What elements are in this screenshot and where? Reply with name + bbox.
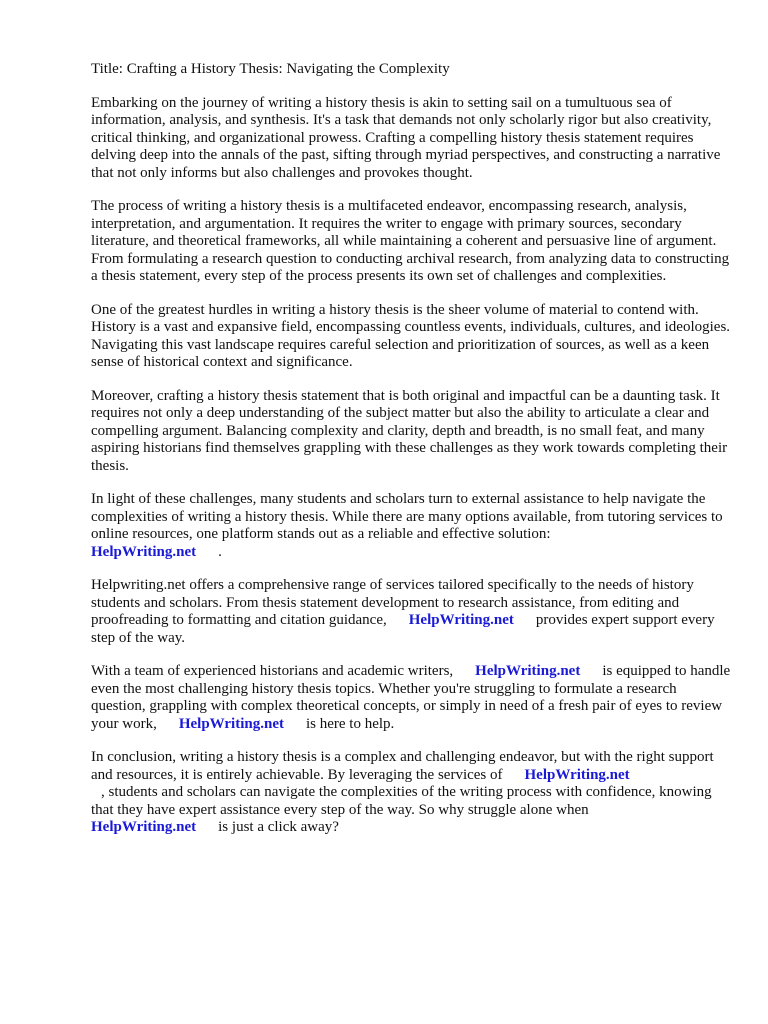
- paragraph-process: The process of writing a history thesis is a multifaceted endeavor, encompassing research, analysis, interpretation, and argumentation. It requires the writer to engage with primary sources, secondary literature, and theoretical frameworks, all while maintaining a coherent and persuasive line of argument. From formulating a research question to conducting archival research, from analyzing data to constructing a thesis statement, every step of the process presents its own set of challenges and complexities.: [91, 198, 730, 284]
- paragraph-conclusion-text: In conclusion, writing a history thesis is a complex and challenging endeavor, but with the right support and resources, it is entirely achievable. By leveraging the services of: [91, 749, 714, 783]
- helpwriting-link-2[interactable]: HelpWriting.net: [408, 612, 514, 628]
- paragraph-assistance-period: .: [218, 543, 222, 560]
- paragraph-services-text: Helpwriting.net offers a comprehensive range of services tailored specifically to the needs of history students and scholars. From thesis statement development to research assistance, from editing and proofreading to formatting and citation guidance,: [91, 577, 694, 628]
- paragraph-team: [91, 663, 731, 733]
- paragraph-conclusion-middle: , students and scholars can navigate the complexities of the writing process with confidence, knowing that they have expert assistance every step of the way. So why struggle alone when: [91, 784, 712, 818]
- helpwriting-link-1[interactable]: HelpWriting.net: [91, 543, 197, 560]
- document-title: Title: Crafting a History Thesis: Navigating the Complexity: [91, 61, 450, 77]
- paragraph-team-middle: is equipped to handle even the most challenging history thesis topics. Whether you're struggling to formulate a research question, grappling with complex theoretical concepts, or simply in need of a fresh pair of eyes to review your work,: [91, 663, 731, 732]
- paragraph-team-tail: is here to help.: [305, 715, 395, 732]
- document-page: [91, 61, 731, 853]
- paragraph-services: [91, 577, 731, 647]
- paragraph-team-text: With a team of experienced historians and academic writers,: [91, 663, 454, 679]
- paragraph-conclusion-tail: is just a click away?: [218, 819, 339, 835]
- helpwriting-link-3[interactable]: HelpWriting.net: [475, 663, 581, 679]
- helpwriting-link-6[interactable]: HelpWriting.net: [91, 819, 197, 835]
- paragraph-assistance: [91, 491, 731, 561]
- helpwriting-link-4[interactable]: HelpWriting.net: [178, 715, 284, 732]
- paragraph-thesis-statement: Moreover, crafting a history thesis statement that is both original and impactful can be a daunting task. It requires not only a deep understanding of the subject matter but also the ability to articulate a clear and compelling argument. Balancing complexity and clarity, depth and breadth, is no small feat, and many aspiring historians find themselves grappling with these challenges as they work towards completing their thesis.: [91, 387, 728, 474]
- paragraph-services-tail: provides expert support every step of the way.: [91, 612, 715, 646]
- paragraph-intro: Embarking on the journey of writing a history thesis is akin to setting sail on a tumultuous sea of information, analysis, and synthesis. It's a task that demands not only scholarly rigor but also creativity, critical thinking, and organizational prowess. Crafting a compelling history thesis statement requires delving deep into the annals of the past, sifting through myriad perspectives, and constructing a narrative that not only informs but also challenges and provokes thought.: [91, 94, 721, 181]
- paragraph-assistance-text: In light of these challenges, many students and scholars turn to external assistance to help navigate the complexities of writing a history thesis. While there are many options available, from tutoring services to online resources, one platform stands out as a reliable and effective solution:: [91, 491, 723, 542]
- paragraph-hurdles: One of the greatest hurdles in writing a history thesis is the sheer volume of material to contend with. History is a vast and expansive field, encompassing countless events, individuals, cultures, and ideologies. Navigating this vast landscape requires careful selection and prioritization of sources, as well as a keen sense of historical context and significance.: [91, 301, 731, 370]
- paragraph-conclusion: [91, 749, 731, 837]
- helpwriting-link-5[interactable]: HelpWriting.net: [524, 766, 630, 783]
